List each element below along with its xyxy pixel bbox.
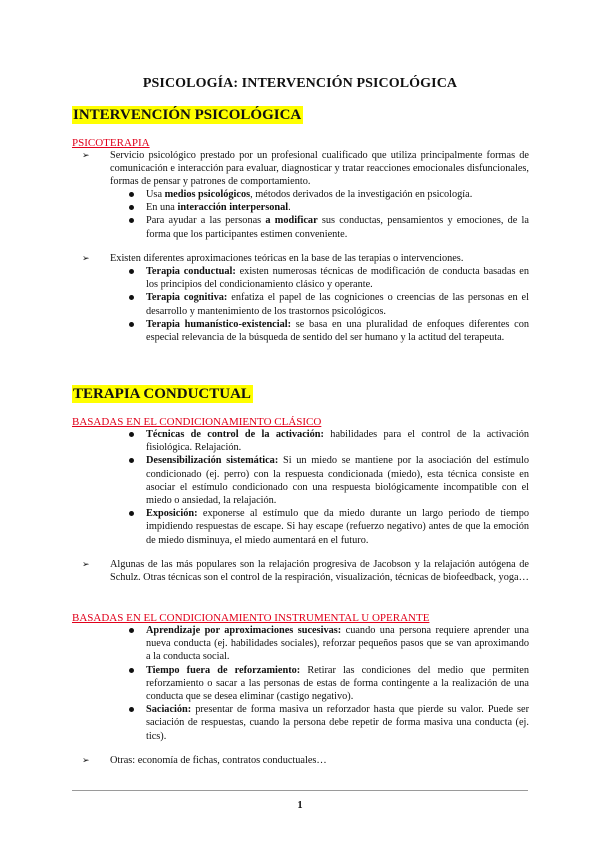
subheading-condicionamiento-clasico: BASADAS EN EL CONDICIONAMIENTO CLÁSICO <box>72 416 322 428</box>
bullet-item: Saciación: presentar de forma masiva un reforzador hasta que pierde su valor. Puede ser saciación de respuestas, cuando la persona debe repetir de forma masiva una conducta (ej. tics). <box>127 703 529 743</box>
arrow-item-text: Otras: economía de fichas, contratos conductuales… <box>110 755 327 766</box>
bullet-item: Para ayudar a las personas a modificar sus conductas, pensamientos y emociones, de la forma que los participantes estimen conveniente. <box>127 214 529 240</box>
bullet-item: Técnicas de control de la activación: habilidades para el control de la activación fisiológica. Relajación. <box>127 428 529 454</box>
bullet-list-clasico <box>127 428 529 547</box>
bullet-item: Terapia humanístico-existencial: se basa en una pluralidad de enfoques diferentes con especial relevancia de la búsqueda de sentido del ser humano y la actitud del terapeuta. <box>127 318 529 344</box>
bullet-item: Desensibilización sistemática: Si un miedo se mantiene por la asociación del estímulo condicionado (ej. perro) con la respuesta condicionada (miedo), esta técnica consiste en asociar el estímulo condicionado con una respuesta biológicamente incompatible con el miedo o ansiedad, la relajación. <box>127 454 529 507</box>
bullet-list-therapies <box>127 265 529 344</box>
bullet-item: En una interacción interpersonal. <box>127 201 529 214</box>
bullet-item: Tiempo fuera de reforzamiento: Retirar las condiciones del medio que permiten reforzamiento o sacar a las personas de estas de forma contingente a la realización de una conducta que se desea eliminar (castigo negativo). <box>127 664 529 704</box>
bullet-item: Exposición: exponerse al estímulo que da miedo durante un largo periodo de tiempo impidiendo respuestas de escape. Si hay escape (refuerzo negativo) antes de que la emoción de miedo disminuya, el miedo aumentará en el futuro. <box>127 507 529 547</box>
arrow-bullet-icon: ➢ <box>82 253 90 263</box>
arrow-item-approaches <box>82 252 529 265</box>
footer-divider <box>72 790 528 791</box>
subheading-psicoterapia: PSICOTERAPIA <box>72 137 150 149</box>
section-heading-terapia-conductual: TERAPIA CONDUCTUAL <box>73 386 251 402</box>
arrow-item-text: Algunas de las más populares son la relajación progresiva de Jacobson y la relajación autógena de Schulz. Otras técnicas son el control de la respiración, visualización, técnicas de biofeedback, yoga… <box>110 559 529 584</box>
section-heading-intervencion: INTERVENCIÓN PSICOLÓGICA <box>73 107 302 123</box>
page-number: 1 <box>297 800 303 811</box>
document-title: PSICOLOGÍA: INTERVENCIÓN PSICOLÓGICA <box>142 76 458 91</box>
arrow-item-definition <box>82 149 529 189</box>
subheading-condicionamiento-operante: BASADAS EN EL CONDICIONAMIENTO INSTRUMENTAL U OPERANTE <box>72 612 430 624</box>
arrow-item-others <box>82 754 529 767</box>
bullet-list-psicoterapia <box>127 188 529 241</box>
bullet-item: Terapia cognitiva: enfatiza el papel de las cogniciones o creencias de las personas en el desarrollo y mantenimiento de los trastornos psicológicos. <box>127 291 529 317</box>
arrow-item-popular-techniques <box>82 558 529 584</box>
bullet-item: Aprendizaje por aproximaciones sucesivas: cuando una persona requiere aprender una nueva conducta (ej. habilidades sociales), reforzar pequeños pasos que se van aproximando a la conducta social. <box>127 624 529 664</box>
bullet-item: Terapia conductual: existen numerosas técnicas de modificación de conducta basadas en los principios del condicionamiento clásico y operante. <box>127 265 529 291</box>
bullet-item: Usa medios psicológicos, métodos derivados de la investigación en psicología. <box>127 188 529 201</box>
arrow-bullet-icon: ➢ <box>82 150 90 160</box>
arrow-item-text: Existen diferentes aproximaciones teóricas en la base de las terapias o intervenciones. <box>110 253 464 264</box>
arrow-item-text: Servicio psicológico prestado por un profesional cualificado que utiliza principalmente formas de comunicación e interacción para evaluar, diagnosticar y tratar reacciones emocionales disfuncionales, formas de pensar y patrones de comportamiento. <box>110 150 529 188</box>
arrow-bullet-icon: ➢ <box>82 559 90 569</box>
bullet-list-operante <box>127 624 529 743</box>
arrow-bullet-icon: ➢ <box>82 755 90 765</box>
